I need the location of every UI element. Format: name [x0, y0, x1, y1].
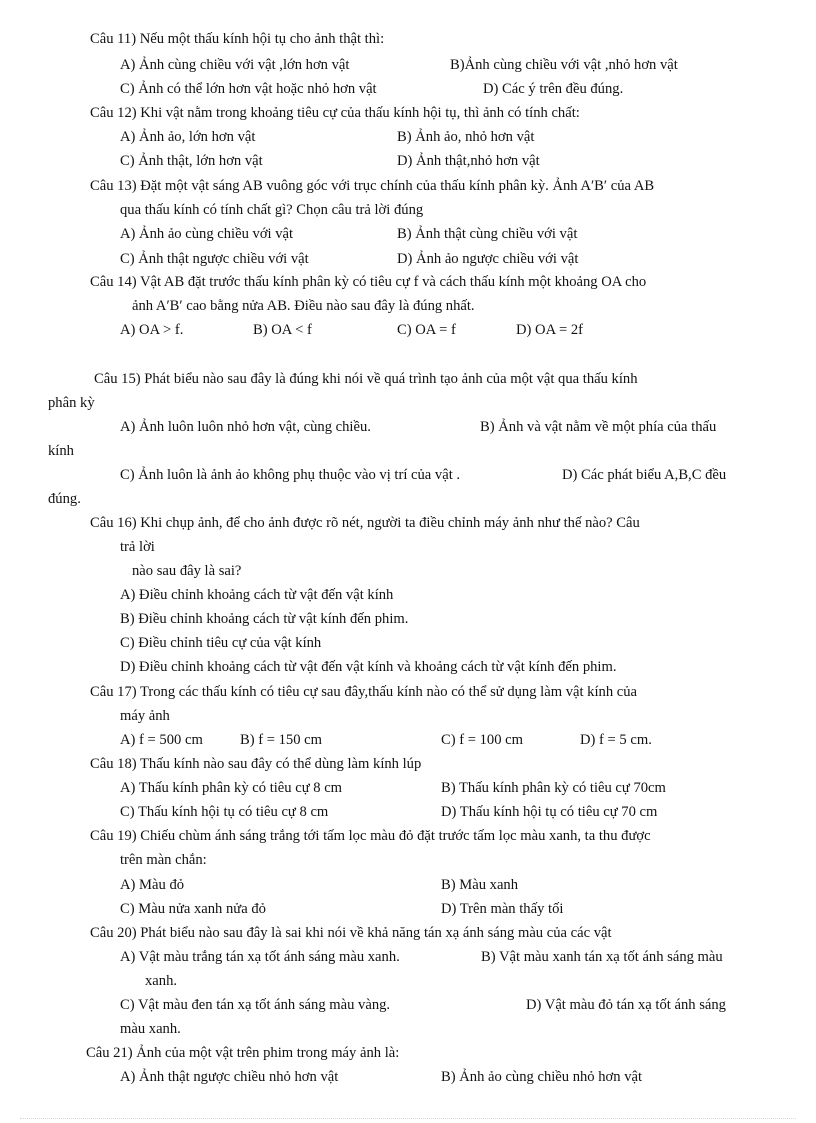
- question-19-stem: Câu 19) Chiếu chùm ánh sáng trắng tới tấm lọc màu đỏ đặt trước tấm lọc màu xanh, ta thu được: [90, 828, 651, 844]
- question-17-option-b: B) f = 150 cm: [240, 732, 322, 748]
- question-19-stem-continued: trên màn chắn:: [120, 852, 207, 868]
- page-bottom-rule: [20, 1118, 796, 1119]
- question-12-stem: Câu 12) Khi vật nằm trong khoảng tiêu cự của thấu kính hội tụ, thì ảnh có tính chất:: [90, 105, 580, 121]
- question-13-stem: Câu 13) Đặt một vật sáng AB vuông góc với trục chính của thấu kính phân kỳ. Ảnh A′B′ của AB: [90, 178, 655, 194]
- question-15-option-b-continued: kính: [48, 443, 74, 459]
- question-19-option-d: D) Trên màn thấy tối: [441, 901, 564, 917]
- question-17-stem-continued: máy ảnh: [120, 708, 170, 724]
- question-18-option-d: D) Thấu kính hội tụ có tiêu cự 70 cm: [441, 804, 658, 820]
- question-19-option-b: B) Màu xanh: [441, 877, 519, 893]
- question-21-option-b: B) Ảnh ảo cùng chiều nhỏ hơn vật: [441, 1069, 643, 1085]
- question-12-option-a: A) Ảnh ảo, lớn hơn vật: [120, 129, 256, 145]
- question-13-option-b: B) Ảnh thật cùng chiều với vật: [397, 226, 578, 242]
- question-14-option-a: A) OA > f.: [120, 322, 184, 338]
- question-20-option-d: D) Vật màu đỏ tán xạ tốt ánh sáng: [526, 997, 726, 1013]
- question-11-option-c: C) Ảnh có thể lớn hơn vật hoặc nhỏ hơn vật: [120, 81, 377, 97]
- question-14-option-c: C) OA = f: [397, 322, 456, 338]
- question-14-stem: Câu 14) Vật AB đặt trước thấu kính phân kỳ có tiêu cự f và cách thấu kính một khoảng OA cho: [90, 274, 647, 290]
- question-15-option-d-continued: đúng.: [48, 491, 81, 507]
- question-17-option-d: D) f = 5 cm.: [580, 732, 652, 748]
- question-11-option-a: A) Ảnh cùng chiều với vật ,lớn hơn vật: [120, 57, 350, 73]
- question-15-stem: Câu 15) Phát biểu nào sau đây là đúng khi nói về quá trình tạo ảnh của một vật qua thấu kính: [94, 371, 638, 387]
- question-18-option-a: A) Thấu kính phân kỳ có tiêu cự 8 cm: [120, 780, 343, 796]
- question-17-stem: Câu 17) Trong các thấu kính có tiêu cự sau đây,thấu kính nào có thể sử dụng làm vật kính của: [90, 684, 638, 700]
- question-16-option-a: A) Điều chỉnh khoảng cách từ vật đến vật kính: [120, 587, 394, 603]
- question-13-stem-continued: qua thấu kính có tính chất gì? Chọn câu trả lời đúng: [120, 202, 424, 218]
- question-13-option-d: D) Ảnh ảo ngược chiều với vật: [397, 251, 579, 267]
- question-17-option-a: A) f = 500 cm: [120, 732, 203, 748]
- question-21-option-a: A) Ảnh thật ngược chiều nhỏ hơn vật: [120, 1069, 339, 1085]
- question-20-option-d-continued: màu xanh.: [120, 1021, 181, 1037]
- question-20-option-b: B) Vật màu xanh tán xạ tốt ánh sáng màu: [481, 949, 723, 965]
- question-20-option-a: A) Vật màu trắng tán xạ tốt ánh sáng màu xanh.: [120, 949, 400, 965]
- question-12-option-c: C) Ảnh thật, lớn hơn vật: [120, 153, 263, 169]
- question-14-option-d: D) OA = 2f: [516, 322, 584, 338]
- question-20-stem: Câu 20) Phát biểu nào sau đây là sai khi nói về khả năng tán xạ ánh sáng màu của các vật: [90, 925, 612, 941]
- question-16-option-c: C) Điều chỉnh tiêu cự của vật kính: [120, 635, 322, 651]
- question-15-option-b: B) Ảnh và vật nằm về một phía của thấu: [480, 419, 717, 435]
- question-13-option-a: A) Ảnh ảo cùng chiều với vật: [120, 226, 294, 242]
- question-11-option-b: B)Ảnh cùng chiều với vật ,nhỏ hơn vật: [450, 57, 678, 73]
- question-15-option-d: D) Các phát biểu A,B,C đều: [562, 467, 727, 483]
- question-18-option-c: C) Thấu kính hội tụ có tiêu cự 8 cm: [120, 804, 329, 820]
- question-16-stem: Câu 16) Khi chụp ảnh, để cho ảnh được rõ nét, người ta điều chỉnh máy ảnh như thế nào? Câu: [90, 515, 640, 531]
- question-16-stem-continued-2: nào sau đây là sai?: [132, 563, 242, 579]
- question-21-stem: Câu 21) Ảnh của một vật trên phim trong máy ảnh là:: [86, 1045, 400, 1061]
- question-16-option-d: D) Điều chỉnh khoảng cách từ vật đến vật kính và khoảng cách từ vật kính đến phim.: [120, 659, 617, 675]
- question-12-option-d: D) Ảnh thật,nhỏ hơn vật: [397, 153, 540, 169]
- question-14-option-b: B) OA < f: [253, 322, 312, 338]
- question-20-option-b-continued: xanh.: [145, 973, 178, 989]
- question-13-option-c: C) Ảnh thật ngược chiều với vật: [120, 251, 309, 267]
- question-19-option-a: A) Màu đỏ: [120, 877, 185, 893]
- question-14-stem-continued: ảnh A′B′ cao bằng nửa AB. Điều nào sau đây là đúng nhất.: [132, 298, 475, 314]
- question-18-option-b: B) Thấu kính phân kỳ có tiêu cự 70cm: [441, 780, 666, 796]
- question-15-option-a: A) Ảnh luôn luôn nhỏ hơn vật, cùng chiều.: [120, 419, 371, 435]
- question-20-option-c: C) Vật màu đen tán xạ tốt ánh sáng màu vàng.: [120, 997, 391, 1013]
- question-18-stem: Câu 18) Thấu kính nào sau đây có thể dùng làm kính lúp: [90, 756, 422, 772]
- question-19-option-c: C) Màu nửa xanh nửa đỏ: [120, 901, 266, 917]
- question-12-option-b: B) Ảnh ảo, nhỏ hơn vật: [397, 129, 535, 145]
- question-16-option-b: B) Điều chỉnh khoảng cách từ vật kính đến phim.: [120, 611, 409, 627]
- question-15-stem-continued: phân kỳ: [48, 395, 95, 411]
- question-11-stem: Câu 11) Nếu một thấu kính hội tụ cho ảnh thật thì:: [90, 31, 385, 47]
- question-17-option-c: C) f = 100 cm: [441, 732, 523, 748]
- question-16-stem-continued: trả lời: [120, 539, 155, 555]
- question-11-option-d: D) Các ý trên đều đúng.: [483, 81, 624, 97]
- question-15-option-c: C) Ảnh luôn là ảnh ảo không phụ thuộc vào vị trí của vật .: [120, 467, 461, 483]
